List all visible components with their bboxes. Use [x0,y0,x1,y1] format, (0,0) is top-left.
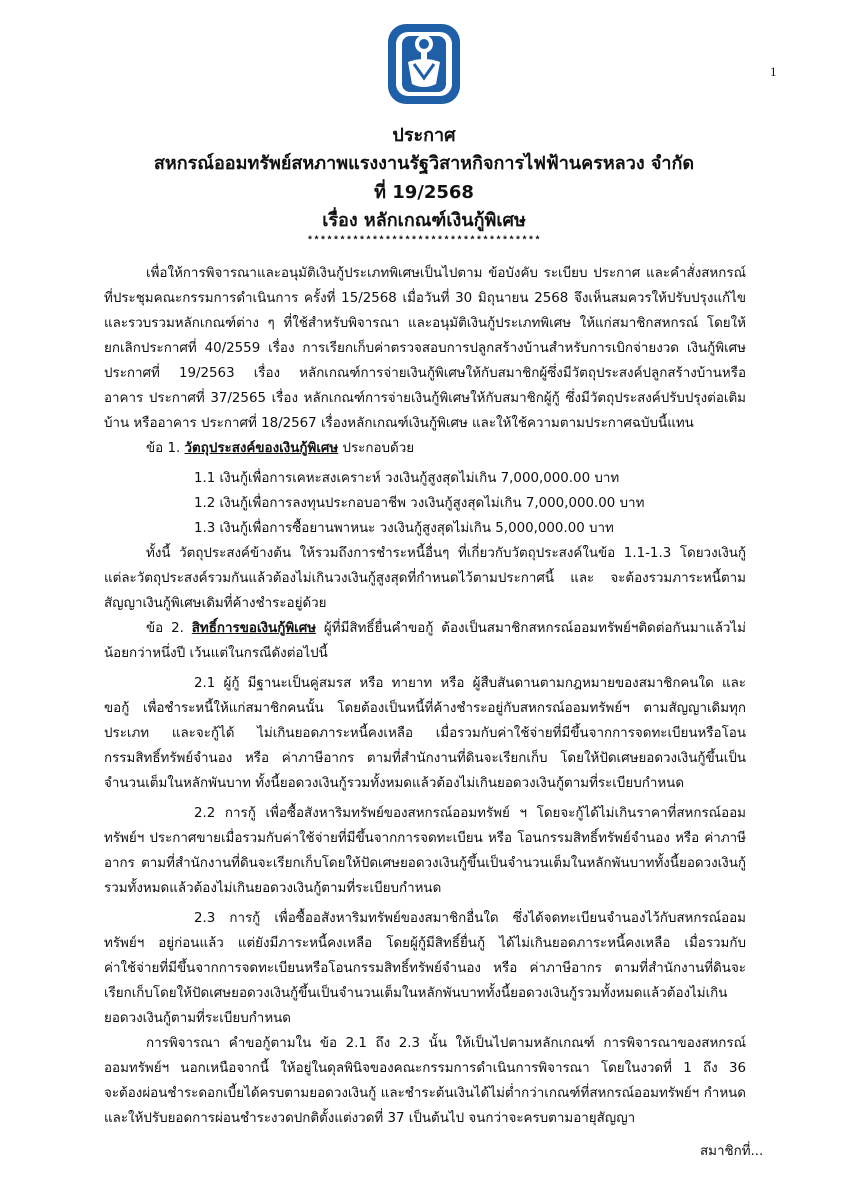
clause-1-note-line: ทั้งนี้ วัตถุประสงค์ข้างต้น ให้รวมถึงการชำระหนี้อื่นๆ ที่เกี่ยวกับวัตถุประสงค์ในข้อ 1.1-1.3 โดยวงเงินกู้ [146,546,746,561]
closing-line: และให้ปรับยอดการผ่อนชำระงวดปกติตั้งแต่งวดที่ 37 เป็นต้นไป จนกว่าจะครบตามอายุสัญญา [104,1111,636,1126]
intro-line: ประกาศที่ 19/2563 เรื่อง หลักเกณฑ์การจ่ายเงินกู้พิเศษให้กับสมาชิกผู้ซึ่งมีวัตถุประสงค์ปลูกสร้างบ้านหรือ [104,366,746,381]
intro-line: และรวบรวมหลักเกณฑ์ต่าง ๆ ที่ใช้สำหรับพิจารณา และอนุมัติเงินกู้ประเภทพิเศษ ให้แก่สมาชิกสหกรณ์ โดยให้ [104,316,746,331]
clause-2-3-line: ค่าใช้จ่ายที่มีขึ้นจากการจดทะเบียนหรือโอนกรรมสิทธิ์ทรัพย์จำนอง หรือ ค่าภาษีอากร ตามที่สำนักงานที่ดินจะ [104,961,746,976]
clause-2-3-line: ทรัพย์ฯ อยู่ก่อนแล้ว แต่ยังมีภาระหนี้คงเหลือ โดยผู้กู้มีสิทธิ์ยื่นกู้ ได้ไม่เกินยอดภาระหนี้คงเหลือ เมื่อรวมกับ [104,936,746,951]
clause-2-2-line: อากร ตามที่สำนักงานที่ดินจะเรียกเก็บโดยให้ปัดเศษยอดวงเงินกู้ขึ้นเป็นจำนวนเต็มในหลักพันบาททั้งนี้ยอดวงเงินกู้ [104,856,746,871]
clause-2-prefix: ข้อ 2. [146,621,192,636]
intro-line: ที่ประชุมคณะกรรมการดำเนินการ ครั้งที่ 15/2568 เมื่อวันที่ 30 มิถุนายน 2568 จึงเห็นสมควรให้ปรับปรุงแก้ไข [104,291,746,306]
clause-1-heading [146,436,788,461]
clause-2-3-line: 2.3 การกู้ เพื่อซื้ออสังหาริมทรัพย์ของสมาชิกอื่นใด ซึ่งได้จดทะเบียนจำนองไว้กับสหกรณ์ออม [194,911,746,926]
announcement-number: ที่ 19/2568 [374,182,474,203]
intro-line: ยกเลิกประกาศที่ 40/2559 เรื่อง การเรียกเก็บค่าตรวจสอบการปลูกสร้างบ้านสำหรับการเบิกจ่ายงวด เงินกู้พิเศษ [104,341,746,356]
closing-line: จะต้องผ่อนชำระดอกเบี้ยได้ครบตามยอดวงเงินกู้ และชำระต้นเงินได้ไม่ต่ำกว่าเกณฑ์ที่สหกรณ์ออมทรัพย์ฯ กำหนด [104,1086,746,1101]
cooperative-logo-icon [378,18,470,110]
separator-stars: ************************************ [306,236,542,247]
clause-1-suffix: ประกอบด้วย [338,441,415,456]
clause-1-title: วัตถุประสงค์ของเงินกู้พิเศษ [184,441,339,456]
clause-1-item: 1.1 เงินกู้เพื่อการเคหะสงเคราะห์ วงเงินกู้สูงสุดไม่เกิน 7,000,000.00 บาท [194,471,620,486]
clause-1-note-line: แต่ละวัตถุประสงค์รวมกันแล้วต้องไม่เกินวงเงินกู้สูงสุดที่กำหนดไว้ตามประกาศนี้ และ จะต้องรวมภาระหนี้ตาม [104,571,746,586]
clause-2-line: น้อยกว่าหนึ่งปี เว้นแต่ในกรณีดังต่อไปนี้ [104,646,328,661]
page-number: 1 [770,64,777,79]
continued-marker: สมาชิกที่... [700,1144,764,1159]
clause-2-2-line: รวมทั้งหมดแล้วต้องไม่เกินยอดวงเงินกู้ตามที่ระเบียบกำหนด [104,881,442,896]
clause-1-prefix: ข้อ 1. [146,441,185,456]
clause-2-1-line: ขอกู้ เพื่อชำระหนี้ให้แก่สมาชิกคนนั้น โดยต้องเป็นหนี้ที่ค้างชำระอยู่กับสหกรณ์ออมทรัพย์ฯ ตามสัญญาเดิมทุก [104,701,746,716]
announcement-title: ประกาศ [392,125,456,146]
clause-1-note-line: สัญญาเงินกู้พิเศษเดิมที่ค้างชำระอยู่ด้วย [104,596,327,611]
clause-2-1-line: จำนวนเต็มในหลักพันบาท ทั้งนี้ยอดวงเงินกู้รวมทั้งหมดแล้วต้องไม่เกินยอดวงเงินกู้ตามที่ระเบียบกำหนด [104,776,685,791]
clause-2-2-line: 2.2 การกู้ เพื่อซื้อสังหาริมทรัพย์ของสหกรณ์ออมทรัพย์ ฯ โดยจะกู้ได้ไม่เกินราคาที่สหกรณ์ออม [194,806,746,821]
clause-2-1-line: 2.1 ผู้กู้ มีฐานะเป็นคู่สมรส หรือ ทายาท หรือ ผู้สืบสันดานตามกฎหมายของสมาชิกคนใด และ [194,676,746,691]
clause-1-item: 1.3 เงินกู้เพื่อการซื้อยานพาหนะ วงเงินกู้สูงสุดไม่เกิน 5,000,000.00 บาท [194,521,614,536]
intro-line: บ้าน หรืออาคาร ประกาศที่ 18/2567 เรื่องหลักเกณฑ์เงินกู้พิเศษ และให้ใช้ความตามประกาศฉบับนี้แทน [104,416,694,431]
clause-2-2-line: ทรัพย์ฯ ประกาศขายเมื่อรวมกับค่าใช้จ่ายที่มีขึ้นจากการจดทะเบียน หรือ โอนกรรมสิทธิ์ทรัพย์จำนอง หรือ ค่าภาษี [104,831,746,846]
clause-2-title: สิทธิ์การขอเงินกู้พิเศษ [191,621,317,636]
intro-line: เพื่อให้การพิจารณาและอนุมัติเงินกู้ประเภทพิเศษเป็นไปตาม ข้อบังคับ ระเบียบ ประกาศ และคำสั่งสหกรณ์ [146,266,746,281]
clause-2-rest: ผู้ที่มีสิทธิ์ยื่นคำขอกู้ ต้องเป็นสมาชิกสหกรณ์ออมทรัพย์ฯติดต่อกันมาแล้วไม่ [316,621,746,636]
intro-line: อาคาร ประกาศที่ 37/2565 เรื่อง หลักเกณฑ์การจ่ายเงินกู้พิเศษให้กับสมาชิกผู้กู้ ซึ่งมีวัตถุประสงค์ปรับปรุงต่อเติม [104,391,746,406]
clause-2-heading [146,616,746,641]
clause-2-1-line: กรรมสิทธิ์ทรัพย์จำนอง หรือ ค่าภาษีอากร ตามที่สำนักงานที่ดินจะเรียกเก็บ โดยให้ปัดเศษยอดวงเงินกู้ขึ้นเป็น [104,751,746,766]
clause-1-item: 1.2 เงินกู้เพื่อการลงทุนประกอบอาชีพ วงเงินกู้สูงสุดไม่เกิน 7,000,000.00 บาท [194,496,645,511]
clause-2-1-line: ประเภท และจะกู้ได้ ไม่เกินยอดภาระหนี้คงเหลือ เมื่อรวมกับค่าใช้จ่ายที่มีขึ้นจากการจดทะเบียนหรือโอน [104,726,746,741]
clause-2-3-line: ยอดวงเงินกู้ตามที่ระเบียบกำหนด [104,1011,291,1026]
closing-line: การพิจารณา คำขอกู้ตามใน ข้อ 2.1 ถึง 2.3 นั้น ให้เป็นไปตามหลักเกณฑ์ การพิจารณาของสหกรณ์ [146,1036,746,1051]
closing-line: ออมทรัพย์ฯ นอกเหนือจากนี้ ให้อยู่ในดุลพินิจของคณะกรรมการดำเนินการพิจารณา โดยในงวดที่ 1 ถึง 36 [104,1061,746,1076]
announcement-subject: เรื่อง หลักเกณฑ์เงินกู้พิเศษ [322,210,526,231]
organization-name: สหกรณ์ออมทรัพย์สหภาพแรงงานรัฐวิสาหกิจการไฟฟ้านครหลวง จำกัด [153,153,695,174]
clause-2-3-line: เรียกเก็บโดยให้ปัดเศษยอดวงเงินกู้ขึ้นเป็นจำนวนเต็มในหลักพันบาททั้งนี้ยอดวงเงินกู้รวมทั้งหมดแล้วต้องไม่เกิน [104,986,728,1001]
